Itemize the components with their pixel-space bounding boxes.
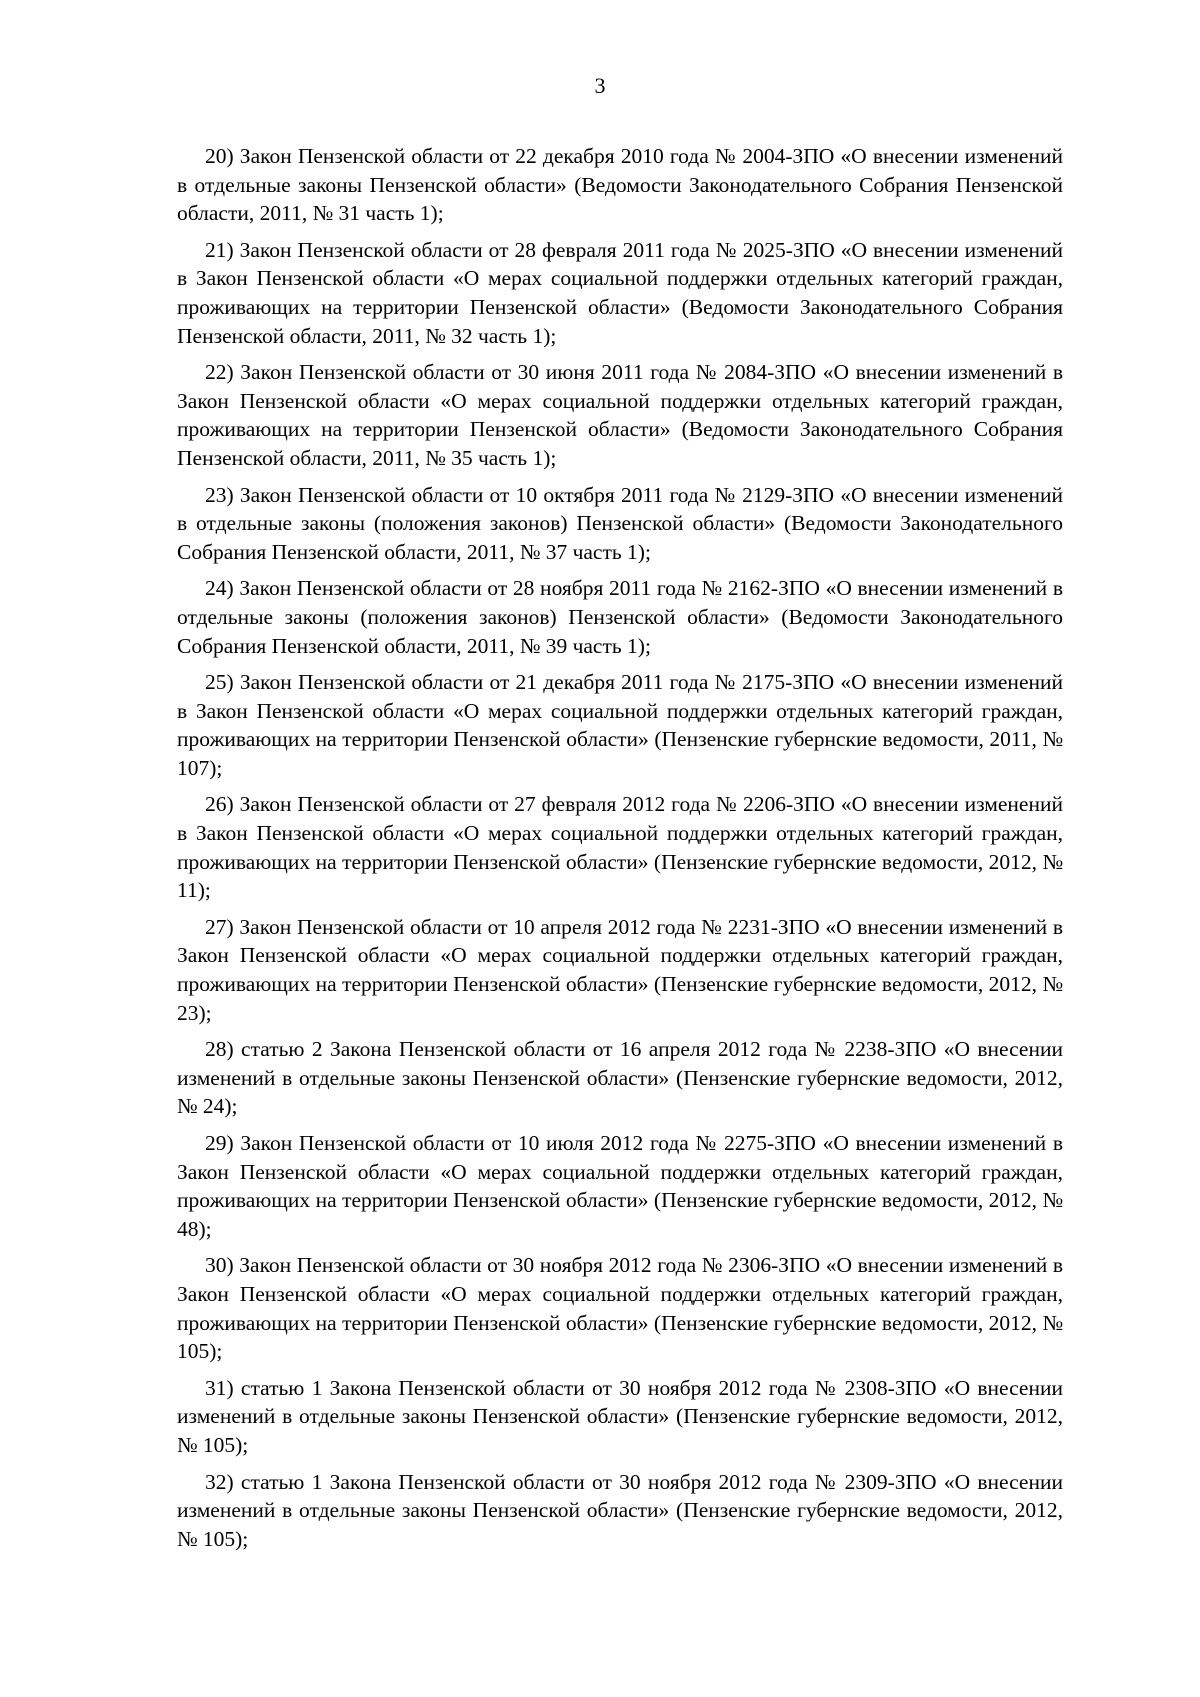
list-item: 24) Закон Пензенской области от 28 ноября 2011 года № 2162-ЗПО «О внесении изменений в отдельные законы (положения законов) Пензенской области» (Ведомости Законодательного Собрания Пензенской области, 2011, № 39 часть 1); [177,576,1063,658]
list-item: 20) Закон Пензенской области от 22 декабря 2010 года № 2004-ЗПО «О внесении изменений в отдельные законы Пензенской области» (Ведомости Законодательного Собрания Пензенской области, 2011, № 31 часть 1); [177,144,1063,226]
list-item: 32) статью 1 Закона Пензенской области от 30 ноября 2012 года № 2309-ЗПО «О внесении изменений в отдельные законы Пензенской области» (Пензенские губернские ведомости, 2012, № 105); [177,1469,1063,1551]
list-item: 30) Закон Пензенской области от 30 ноября 2012 года № 2306-ЗПО «О внесении изменений в Закон Пензенской области «О мерах социальной поддержки отдельных категорий граждан, проживающих на территории Пензенской области» (Пензенские губернские ведомости, 2012, № 105); [177,1253,1063,1364]
list-item: 23) Закон Пензенской области от 10 октября 2011 года № 2129-ЗПО «О внесении изменений в отдельные законы (положения законов) Пензенской области» (Ведомости Законодательного Собрания Пензенской области, 2011, № 37 часть 1); [177,482,1063,564]
list-item: 25) Закон Пензенской области от 21 декабря 2011 года № 2175-ЗПО «О внесении изменений в Закон Пензенской области «О мерах социальной поддержки отдельных категорий граждан, проживающих на территории Пензенской области» (Пензенские губернские ведомости, 2011, № 107); [177,670,1063,780]
list-item: 31) статью 1 Закона Пензенской области от 30 ноября 2012 года № 2308-ЗПО «О внесении изменений в отдельные законы Пензенской области» (Пензенские губернские ведомости, 2012, № 105); [177,1375,1063,1457]
list-item: 29) Закон Пензенской области от 10 июля 2012 года № 2275-ЗПО «О внесении изменений в Закон Пензенской области «О мерах социальной поддержки отдельных категорий граждан, проживающих на территории Пензенской области» (Пензенские губернские ведомости, 2012, № 48); [177,1131,1063,1241]
page-number: 3 [594,73,606,98]
list-item: 28) статью 2 Закона Пензенской области от 16 апреля 2012 года № 2238-ЗПО «О внесении изменений в отдельные законы Пензенской области» (Пензенские губернские ведомости, 2012, № 24); [177,1037,1063,1119]
document-body [177,142,1063,1561]
list-item: 26) Закон Пензенской области от 27 февраля 2012 года № 2206-ЗПО «О внесении изменений в Закон Пензенской области «О мерах социальной поддержки отдельных категорий граждан, проживающих на территории Пензенской области» (Пензенские губернские ведомости, 2012, № 11); [177,792,1063,903]
list-item: 21) Закон Пензенской области от 28 февраля 2011 года № 2025-ЗПО «О внесении изменений в Закон Пензенской области «О мерах социальной поддержки отдельных категорий граждан, проживающих на территории Пензенской области» (Ведомости Законодательного Собрания Пензенской области, 2011, № 32 часть 1); [177,237,1063,348]
list-item: 27) Закон Пензенской области от 10 апреля 2012 года № 2231-ЗПО «О внесении изменений в Закон Пензенской области «О мерах социальной поддержки отдельных категорий граждан, проживающих на территории Пензенской области» (Пензенские губернские ведомости, 2012, № 23); [177,914,1063,1025]
list-item: 22) Закон Пензенской области от 30 июня 2011 года № 2084-ЗПО «О внесении изменений в Закон Пензенской области «О мерах социальной поддержки отдельных категорий граждан, проживающих на территории Пензенской области» (Ведомости Законодательного Собрания Пензенской области, 2011, № 35 часть 1); [177,360,1063,470]
